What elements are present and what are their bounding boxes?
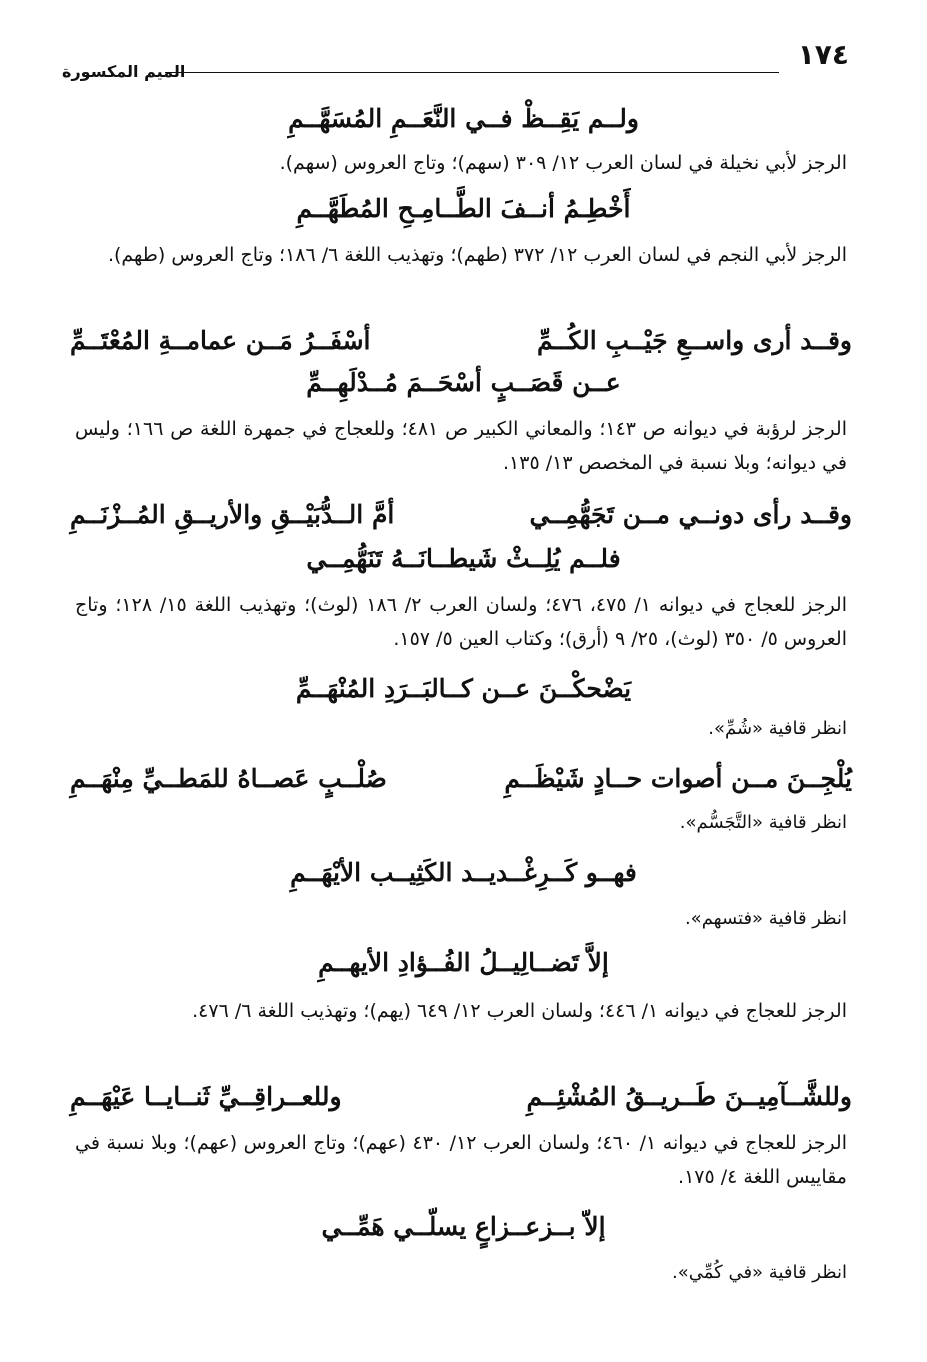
note-10: انظر قافية «في كُمِّي».: [672, 1262, 847, 1283]
verse-4-first-hemistich: وقــد رأى دونــي مــن تَجَهُّمِــي: [529, 500, 852, 529]
verse-4-third-line: فلــم يُلِــثْ شَيطــانَــهُ تَنَهُّمِــي: [306, 544, 621, 573]
verse-6-second-hemistich: صُلْــبٍ عَصــاهُ للمَطــيِّ مِنْهَــمِ: [70, 764, 387, 793]
verse-8: إلاَّ تَضــالِيــلُ الفُــؤادِ الأيهــمِ: [318, 948, 609, 977]
chapter-title: الميم المكسورة: [62, 62, 186, 81]
verse-10: إلاّ بــزعــزاعٍ يسلّــي هَمِّــي: [321, 1212, 606, 1241]
verse-2: أَخْطِـمُ أنــفَ الطَّــامِـحِ المُطَهَّــمِ: [296, 194, 631, 223]
verse-1: ولــم يَقِــظْ فــي النَّعَــمِ المُسَهَّــمِ: [288, 104, 639, 133]
verse-3-second-hemistich: أسْفَــرُ مَــن عمامــةِ المُعْتَــمِّ: [70, 326, 371, 355]
note-1: الرجز لأبي نخيلة في لسان العرب ١٢/ ٣٠٩ (سهم)؛ وتاج العروس (سهم).: [279, 152, 847, 174]
verse-7: فهــو كَــرِغْــديــد الكَثِيــب الأيْهَــمِ: [290, 858, 637, 887]
header-rule: [165, 72, 779, 73]
note-9: الرجز للعجاج في ديوانه ١/ ٤٦٠؛ ولسان العرب ١٢/ ٤٣٠ (عهم)؛ وتاج العروس (عهم)؛ وبلا نسبة في مقاييس اللغة ٤/ ١٧٥.: [75, 1132, 847, 1188]
verse-3-third-line: عــن قَصَــبٍ أسْحَــمَ مُــدْلَهِــمِّ: [306, 368, 621, 397]
verse-4-second-hemistich: أمَّ الــدُّبَيْــقِ والأريــقِ المُــزْنَــمِ: [70, 500, 395, 529]
verse-6-first-hemistich: يُلْجِــنَ مــن أصوات حــادٍ شَيْظَــمِ: [504, 764, 852, 793]
note-7: انظر قافية «فتسهم».: [684, 908, 847, 929]
page-header: [60, 38, 849, 81]
note-4: الرجز للعجاج في ديوانه ١/ ٤٧٥، ٤٧٦؛ ولسان العرب ٢/ ١٨٦ (لوث)؛ وتهذيب اللغة ١٥/ ١٢٨؛ وتاج العروس ٥/ ٣٥٠ (لوث)، ٢٥/ ٩ (أرق)؛ وكتاب العين ٥/ ١٥٧.: [75, 594, 847, 650]
note-8: الرجز للعجاج في ديوانه ١/ ٤٤٦؛ ولسان العرب ١٢/ ٦٤٩ (يهم)؛ وتهذيب اللغة ٦/ ٤٧٦.: [192, 1000, 847, 1022]
note-3: الرجز لرؤبة في ديوانه ص ١٤٣؛ والمعاني الكبير ص ٤٨١؛ وللعجاج في جمهرة اللغة ص ١٦٦؛ وليس في ديوانه؛ وبلا نسبة في المخصص ١٣/ ١٣٥.: [75, 418, 847, 474]
verse-9-second-hemistich: وللعــراقِــيِّ ثَنــايــا عَيْهَــمِ: [70, 1082, 342, 1111]
note-5: انظر قافية «شُمِّ».: [708, 718, 847, 739]
note-6: انظر قافية «التَّجَسُّم».: [679, 812, 847, 833]
note-2: الرجز لأبي النجم في لسان العرب ١٢/ ٣٧٢ (طهم)؛ وتهذيب اللغة ٦/ ١٨٦؛ وتاج العروس (طهم).: [107, 244, 847, 266]
verse-9-first-hemistich: وللشَّــآمِيــنَ طَــريــقُ المُشْئِــمِ: [526, 1082, 852, 1111]
page-number: ١٧٤: [797, 38, 849, 71]
verse-5: يَضْحكْــنَ عــن كــالبَــرَدِ المُنْهَــمِّ: [295, 674, 632, 703]
verse-3-first-hemistich: وقــد أرى واســعِ جَيْــبِ الكُــمِّ: [537, 326, 852, 355]
